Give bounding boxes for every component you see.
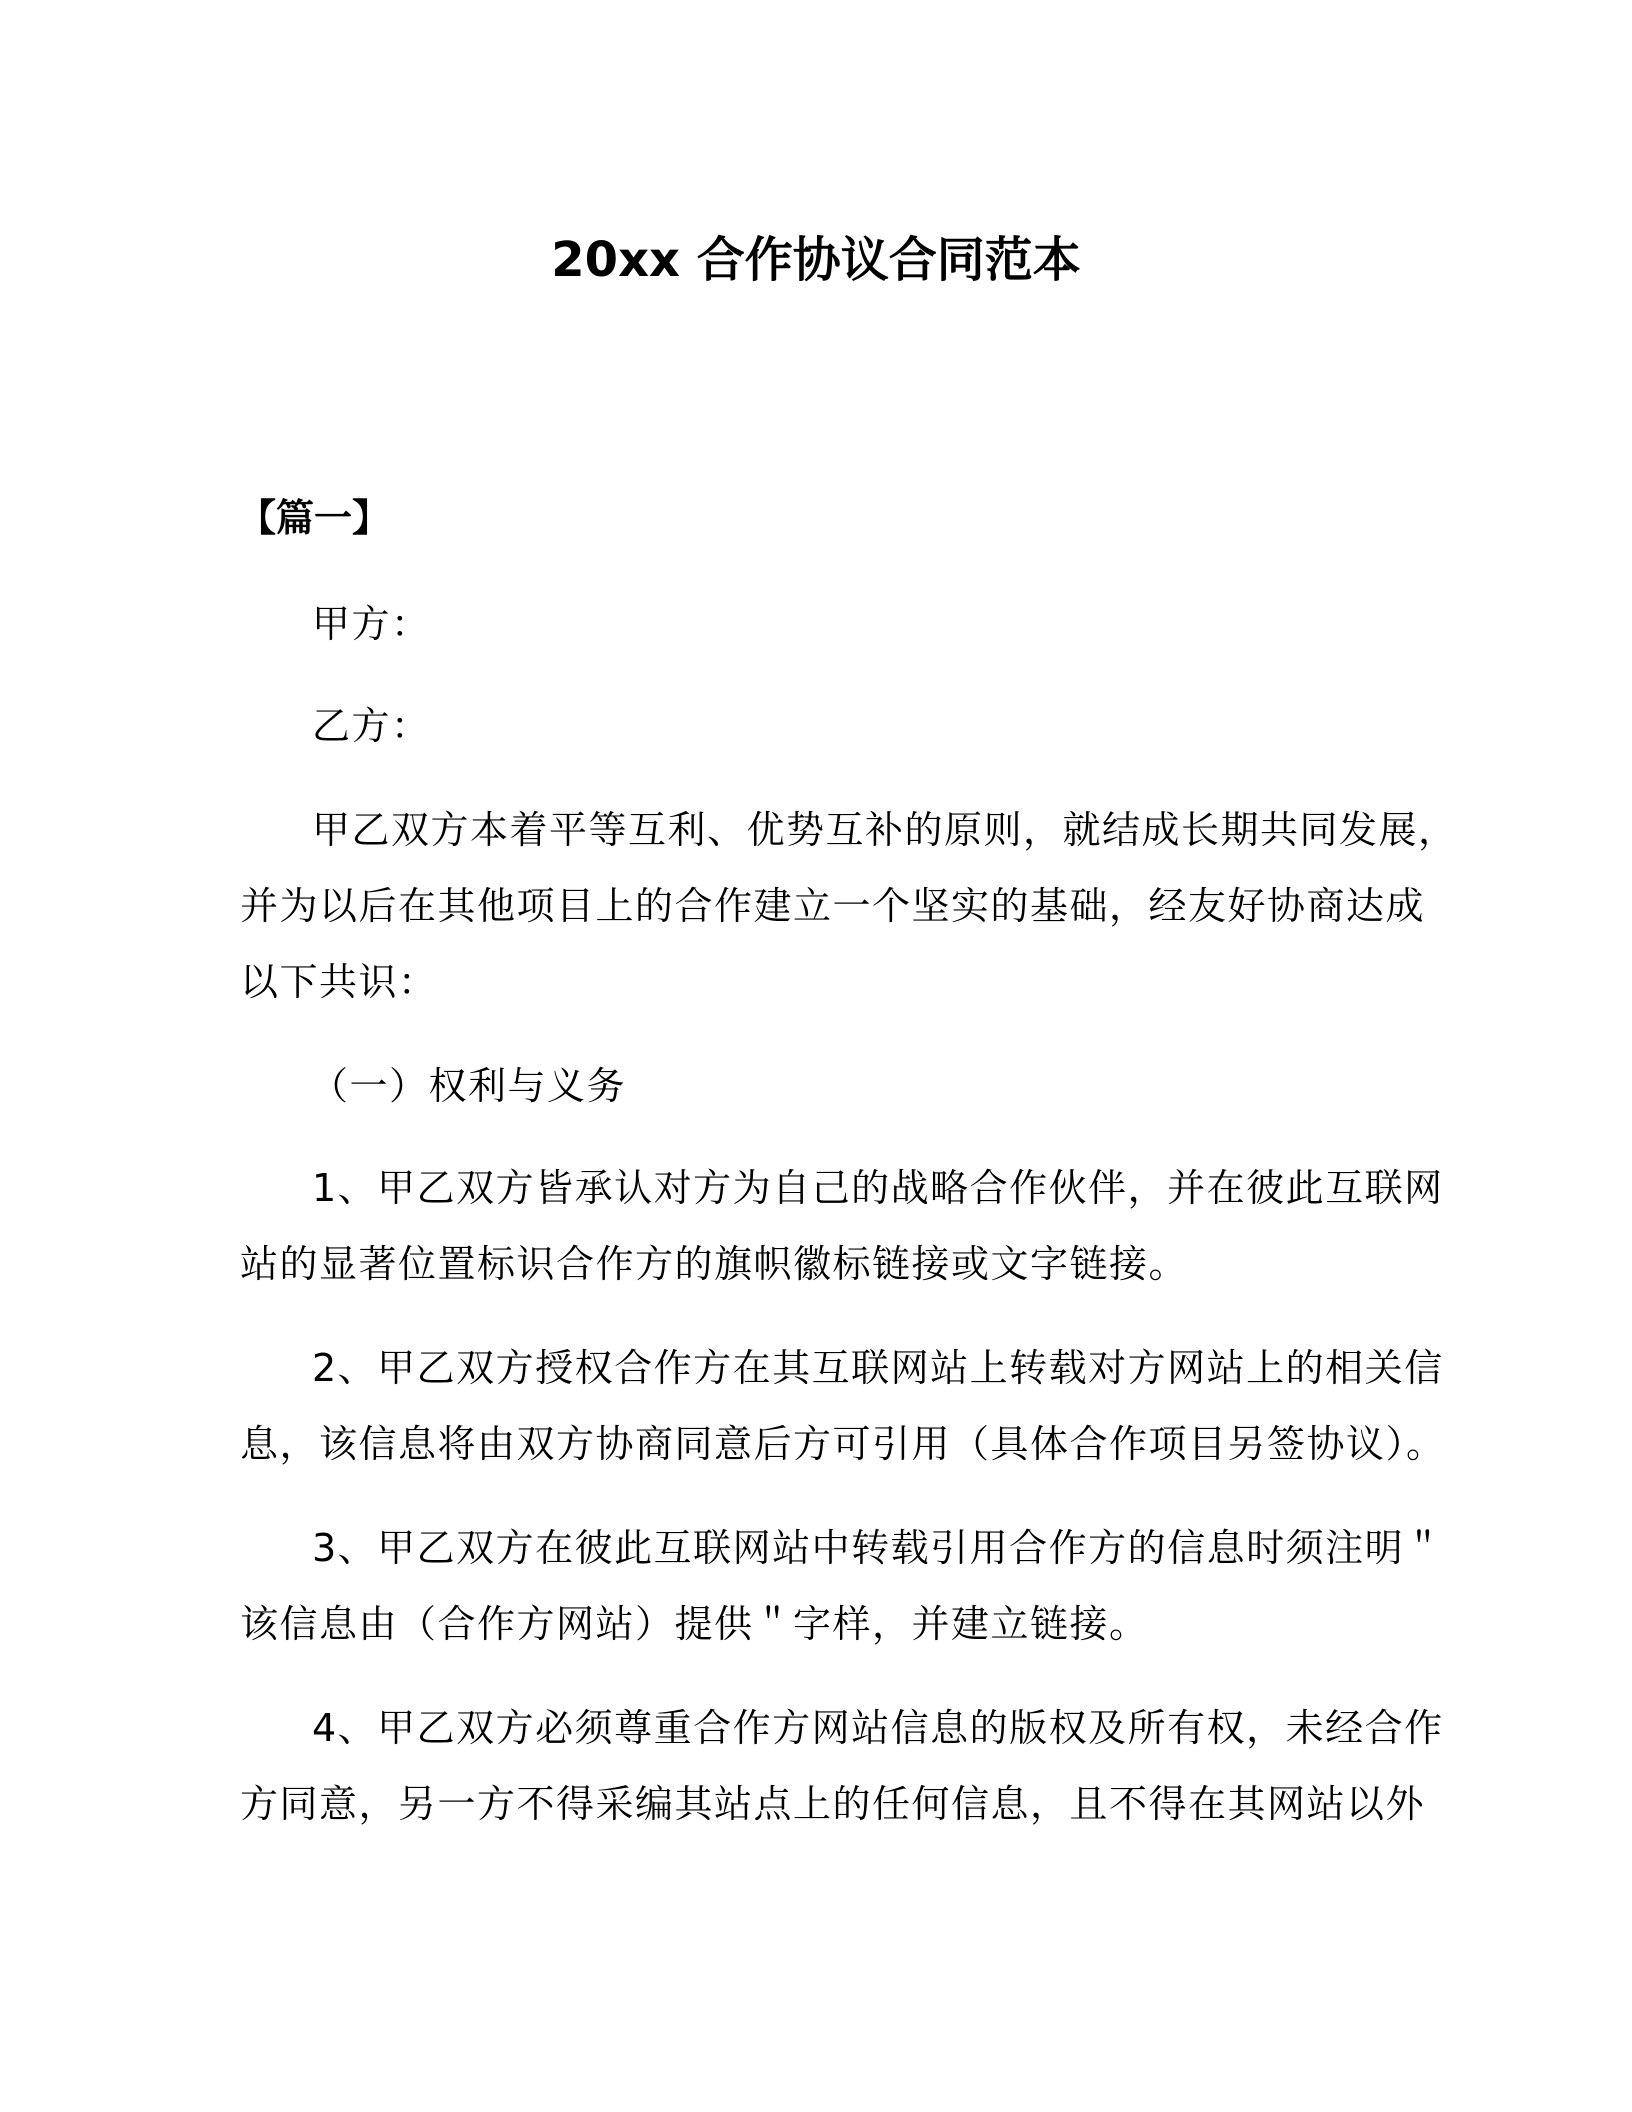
- clause-4-line-2: 方同意，另一方不得采编其站点上的任何信息，且不得在其网站以外: [240, 1782, 1426, 1826]
- clause-1-line-2: 站的显著位置标识合作方的旗帜徽标链接或文字链接。: [240, 1242, 1189, 1286]
- intro-line-3: 以下共识：: [240, 960, 438, 1004]
- clause-2-line-2: 息，该信息将由双方协商同意后方可引用（具体合作项目另签协议）。: [240, 1422, 1446, 1466]
- intro-line-2: 并为以后在其他项目上的合作建立一个坚实的基础，经友好协商达成: [240, 884, 1426, 928]
- clause-4-line-1: 4、甲乙双方必须尊重合作方网站信息的版权及所有权，未经合作: [312, 1706, 1444, 1750]
- party-a-label: 甲方：: [312, 602, 431, 646]
- party-b-label: 乙方：: [312, 704, 431, 748]
- clause-2-line-1: 2、甲乙双方授权合作方在其互联网站上转载对方网站上的相关信: [312, 1346, 1444, 1390]
- clause-3-line-1: 3、甲乙双方在彼此互联网站中转载引用合作方的信息时须注明＂: [312, 1526, 1444, 1570]
- intro-line-1: 甲乙双方本着平等互利、优势互补的原则，就结成长期共同发展，: [312, 808, 1458, 852]
- subheading-rights-obligations: （一）权利与义务: [310, 1064, 627, 1108]
- document-title: 20xx 合作协议合同范本: [551, 232, 1081, 288]
- clause-1-line-1: 1、甲乙双方皆承认对方为自己的战略合作伙伴，并在彼此互联网: [312, 1166, 1444, 1210]
- section-label: 【篇一】: [238, 496, 391, 540]
- clause-3-line-2: 该信息由（合作方网站）提供＂字样，并建立链接。: [240, 1602, 1149, 1646]
